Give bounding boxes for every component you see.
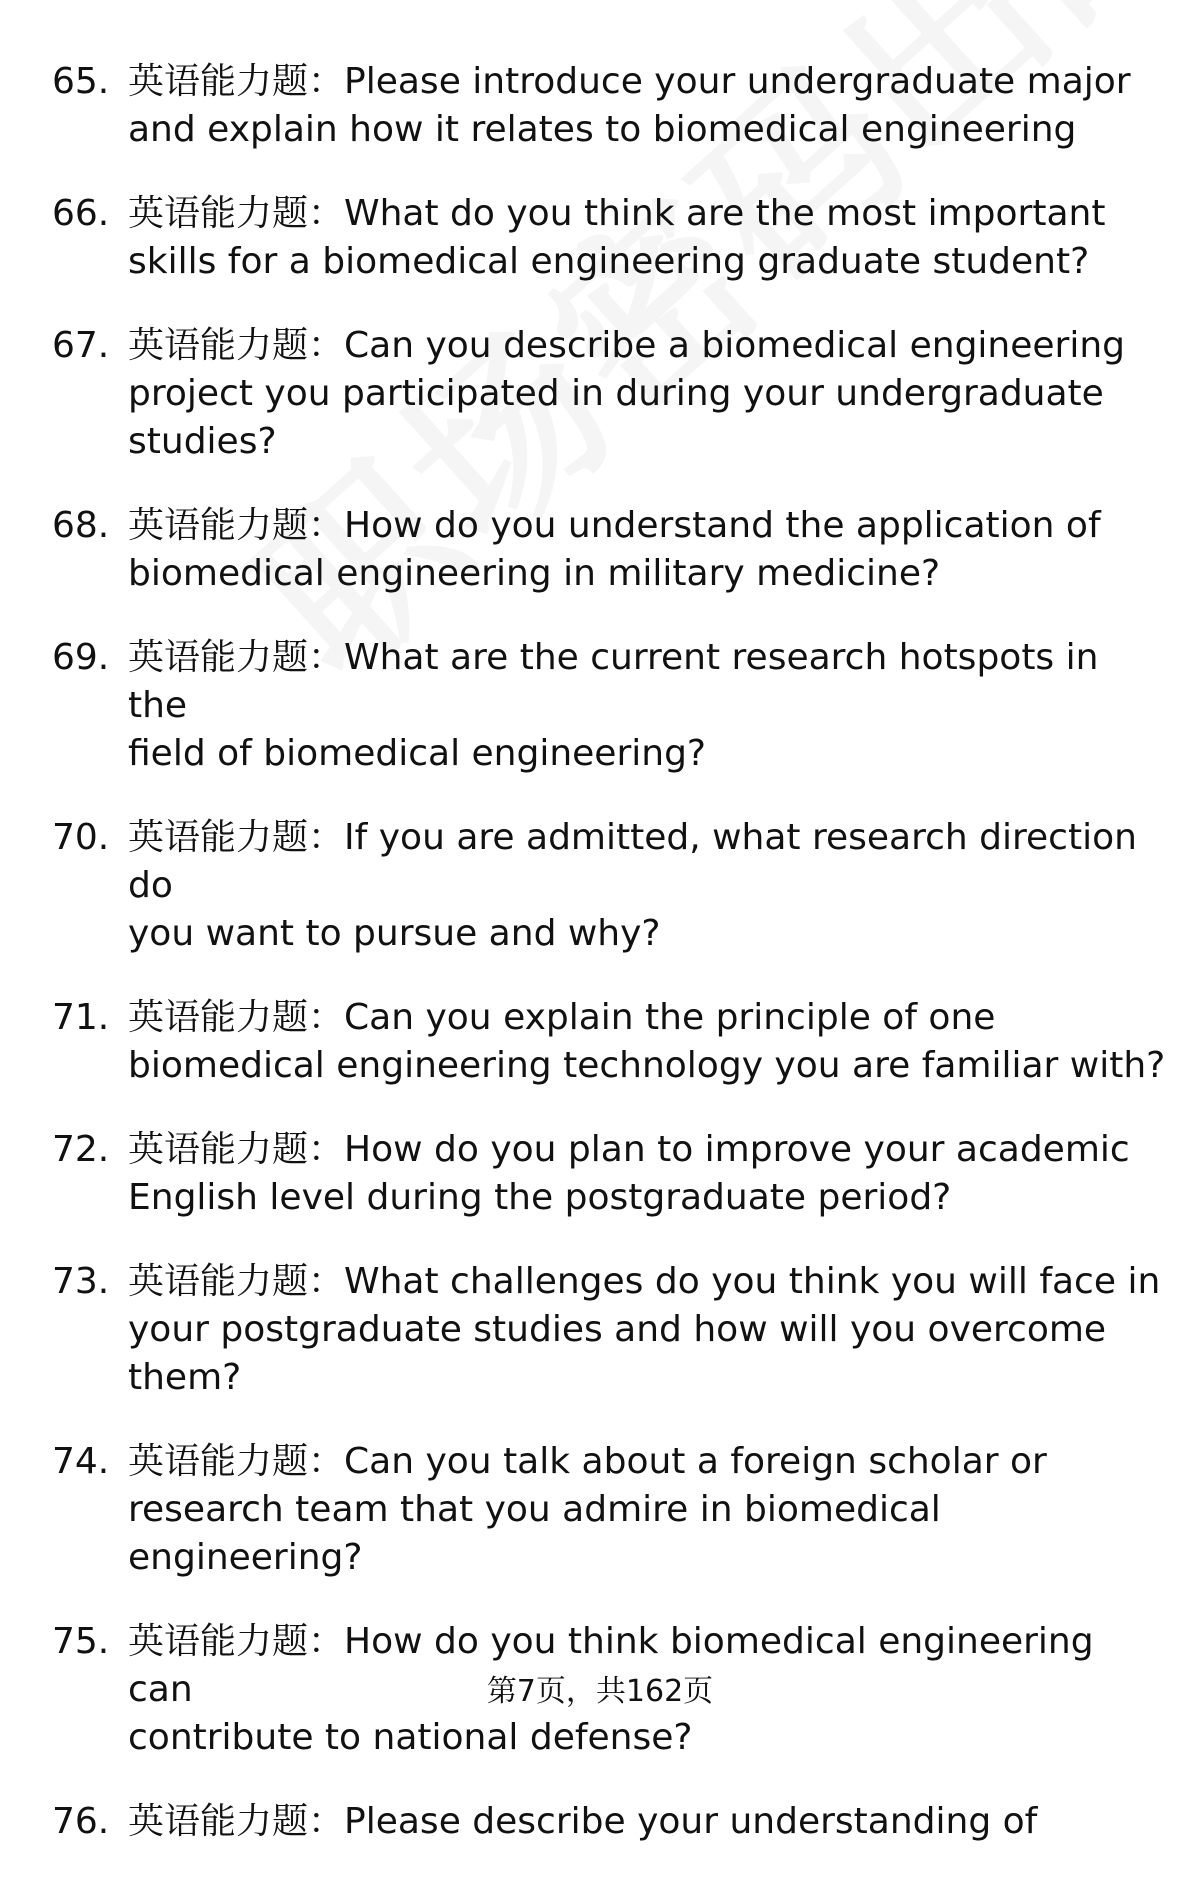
question-text: How do you understand the application of biomedical engineering in military medicine? — [128, 505, 1101, 594]
question-number: 72. — [52, 1129, 110, 1170]
question-category-label: 英语能力题： — [128, 637, 345, 678]
question-text: How do you plan to improve your academic English level during the postgraduate period? — [128, 1129, 1130, 1218]
question-category-label: 英语能力题： — [128, 997, 345, 1038]
question-body — [128, 814, 1168, 958]
question-body — [128, 1258, 1168, 1402]
question-item — [0, 1798, 1200, 1846]
question-number: 73. — [52, 1261, 110, 1302]
question-category-label: 英语能力题： — [128, 325, 345, 366]
question-item — [0, 994, 1200, 1090]
question-text: How do you think biomedical engineering can contribute to national defense? — [128, 1621, 1094, 1758]
question-number: 75. — [52, 1621, 110, 1662]
question-number: 65. — [52, 61, 110, 102]
question-text: What challenges do you think you will face in your postgraduate studies and how will you overcome them? — [128, 1261, 1161, 1398]
question-item — [0, 814, 1200, 958]
question-item — [0, 634, 1200, 778]
question-category-label: 英语能力题： — [128, 505, 345, 546]
question-number: 67. — [52, 325, 110, 366]
question-number: 71. — [52, 997, 110, 1038]
question-category-label: 英语能力题： — [128, 193, 345, 234]
question-text: What do you think are the most important skills for a biomedical engineering graduate student? — [128, 193, 1106, 282]
question-category-label: 英语能力题： — [128, 1441, 345, 1482]
question-text: Please introduce your undergraduate major and explain how it relates to biomedical engineering — [128, 61, 1131, 150]
question-number: 74. — [52, 1441, 110, 1482]
question-text: Can you describe a biomedical engineering project you participated in during your undergraduate studies? — [128, 325, 1126, 462]
question-number: 70. — [52, 817, 110, 858]
question-number: 69. — [52, 637, 110, 678]
question-item — [0, 1438, 1200, 1582]
question-number: 68. — [52, 505, 110, 546]
question-body — [128, 58, 1168, 154]
question-text: Please describe your understanding of — [344, 1801, 1038, 1842]
question-item — [0, 322, 1200, 466]
question-body — [128, 190, 1168, 286]
question-category-label: 英语能力题： — [128, 1261, 345, 1302]
question-text: Can you talk about a foreign scholar or research team that you admire in biomedical engineering? — [128, 1441, 1047, 1578]
question-category-label: 英语能力题： — [128, 1621, 345, 1662]
question-text: Can you explain the principle of one biomedical engineering technology you are familiar with? — [128, 997, 1166, 1086]
question-item — [0, 502, 1200, 598]
question-body — [128, 502, 1168, 598]
question-text: If you are admitted, what research direction do you want to pursue and why? — [128, 817, 1137, 954]
question-body — [128, 322, 1168, 466]
question-category-label: 英语能力题： — [128, 817, 345, 858]
question-body — [128, 1126, 1168, 1222]
question-list — [0, 58, 1200, 1882]
question-body — [128, 1798, 1168, 1846]
question-body — [128, 994, 1168, 1090]
question-number: 66. — [52, 193, 110, 234]
question-item — [0, 1126, 1200, 1222]
question-item — [0, 1258, 1200, 1402]
question-item — [0, 58, 1200, 154]
question-number: 76. — [52, 1801, 110, 1842]
question-category-label: 英语能力题： — [128, 1801, 345, 1842]
question-category-label: 英语能力题： — [128, 61, 345, 102]
question-body — [128, 634, 1168, 778]
question-category-label: 英语能力题： — [128, 1129, 345, 1170]
page-footer: 第7页，共162页 — [486, 1674, 714, 1709]
question-item — [0, 190, 1200, 286]
question-body — [128, 1438, 1168, 1582]
question-text: What are the current research hotspots in the field of biomedical engineering? — [128, 637, 1099, 774]
